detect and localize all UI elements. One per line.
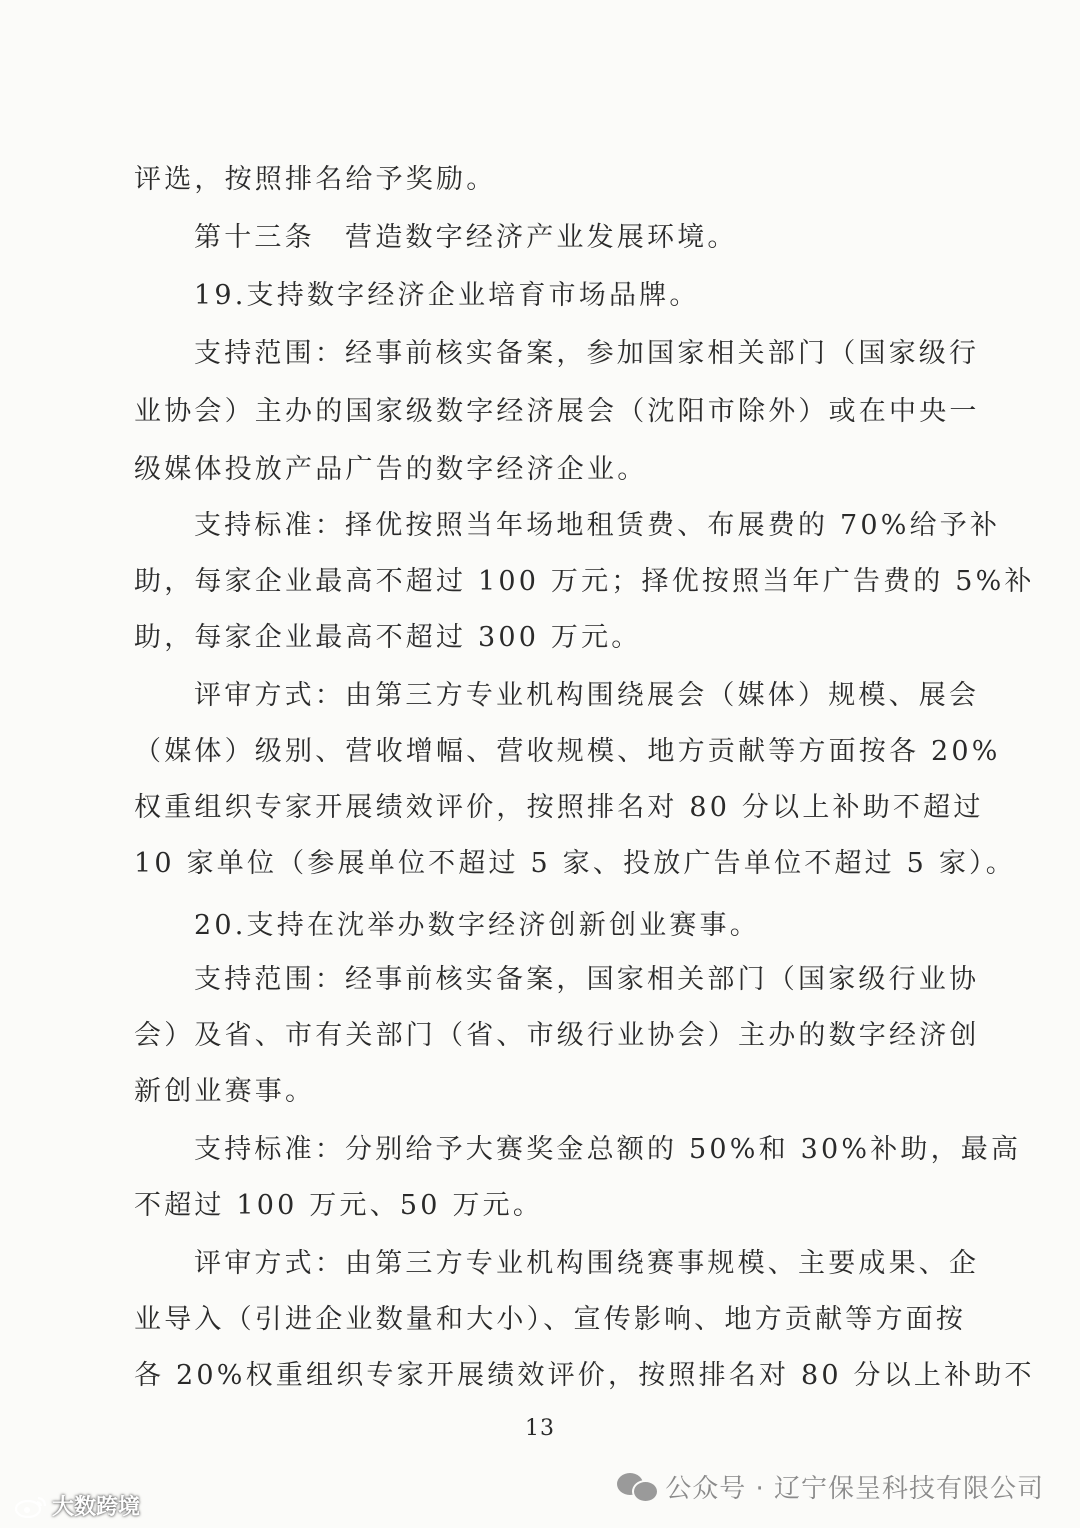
body-line-8: 助，每家企业最高不超过 100 万元；择优按照当年广告费的 5%补 bbox=[134, 566, 1035, 597]
weibo-icon bbox=[14, 1494, 48, 1518]
weibo-watermark bbox=[14, 1490, 140, 1521]
body-line-10: 评审方式：由第三方专业机构围绕展会（媒体）规模、展会 bbox=[194, 680, 980, 711]
item-heading-20: 20.支持在沈举办数字经济创新创业赛事。 bbox=[194, 910, 760, 941]
body-line-12: 权重组织专家开展绩效评价，按照排名对 80 分以上补助不超过 bbox=[134, 792, 984, 823]
body-line-9: 助，每家企业最高不超过 300 万元。 bbox=[134, 622, 642, 653]
page-number: 13 bbox=[525, 1416, 555, 1441]
body-line-7: 支持标准：择优按照当年场地租赁费、布展费的 70%给予补 bbox=[194, 510, 1001, 541]
item-heading-19: 19.支持数字经济企业培育市场品牌。 bbox=[194, 280, 700, 311]
body-line-16: 会）及省、市有关部门（省、市级行业协会）主办的数字经济创 bbox=[134, 1020, 980, 1051]
body-line-18: 支持标准：分别给予大赛奖金总额的 50%和 30%补助，最高 bbox=[194, 1134, 1022, 1165]
weibo-text: 大数跨境 bbox=[52, 1495, 141, 1520]
official-account-text: 公众号 · 辽宁保呈科技有限公司 bbox=[665, 1473, 1044, 1504]
body-line-19: 不超过 100 万元、50 万元。 bbox=[134, 1190, 544, 1221]
official-account-watermark bbox=[617, 1466, 1044, 1506]
body-line-22: 各 20%权重组织专家开展绩效评价，按照排名对 80 分以上补助不 bbox=[134, 1360, 1035, 1391]
body-line-21: 业导入（引进企业数量和大小）、宣传影响、地方贡献等方面按 bbox=[134, 1304, 967, 1335]
body-line-17: 新创业赛事。 bbox=[134, 1076, 316, 1107]
body-line-11: （媒体）级别、营收增幅、营收规模、地方贡献等方面按各 20% bbox=[134, 736, 1001, 767]
body-line-20: 评审方式：由第三方专业机构围绕赛事规模、主要成果、企 bbox=[194, 1248, 980, 1279]
wechat-icon bbox=[617, 1471, 657, 1501]
body-line-5: 业协会）主办的国家级数字经济展会（沈阳市除外）或在中央一 bbox=[134, 396, 980, 427]
body-line-13: 10 家单位（参展单位不超过 5 家、投放广告单位不超过 5 家）。 bbox=[134, 848, 1016, 879]
body-line-1: 评选，按照排名给予奖励。 bbox=[134, 164, 497, 195]
body-line-15: 支持范围：经事前核实备案，国家相关部门（国家级行业协 bbox=[194, 964, 980, 995]
body-line-4: 支持范围：经事前核实备案，参加国家相关部门（国家级行 bbox=[194, 338, 980, 369]
body-line-6: 级媒体投放产品广告的数字经济企业。 bbox=[134, 454, 648, 485]
article-heading-13: 第十三条 营造数字经济产业发展环境。 bbox=[194, 222, 738, 253]
